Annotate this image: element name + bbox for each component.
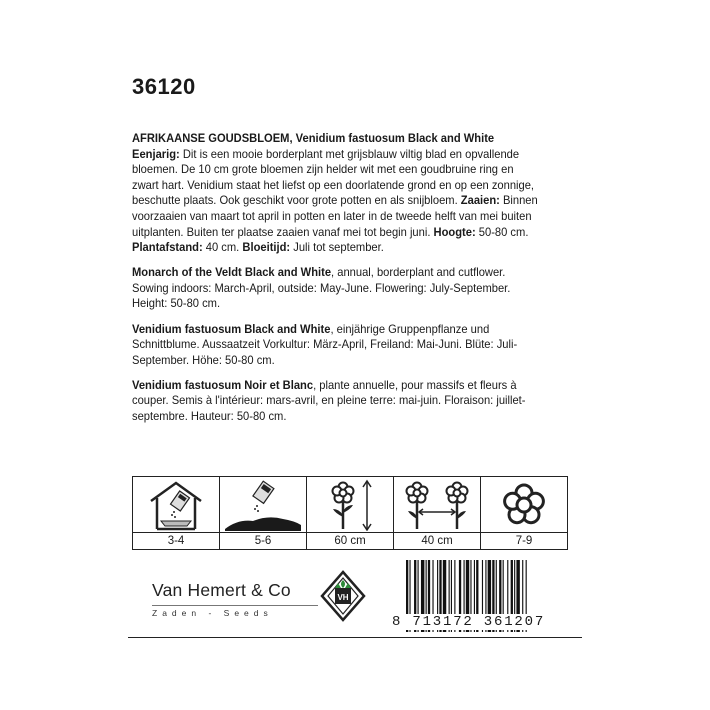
flowering-months: 7-9 <box>515 535 533 547</box>
spacing-value: 40 cm <box>421 535 453 547</box>
bloom-label: Bloeitijd: <box>242 240 291 255</box>
description-block <box>132 131 541 434</box>
german-title: Venidium fastuosum Black and White <box>132 321 331 336</box>
dutch-paragraph: AFRIKAANSE GOUDSBLOEM, Venidium fastuosum Black and White Eenjarig: Dit is een mooie borderplant met grijsblauw viltig blad en opvallende bloemen. De 10 cm grote bloemen zijn helder wit met een goudbruine ring en zwart hart. Venidium staat het liefst op een doorlatende grond en op een zonnige, beschutte plaats. Ook geschikt voor grote potten en als snijbloem. Zaaien: Binnen voorzaaien van maart tot april in potten en later in de tweede helft van mei buiten uitplanten. Buiten ter plaatse zaaien vanaf mei tot begin juni. Hoogte: 50-80 cm. Plantafstand: 40 cm. Bloeitijd: Juli tot september. <box>132 131 538 255</box>
article-number: 36120 <box>132 74 196 99</box>
icon-cell-height <box>306 476 394 550</box>
kind-label: Eenjarig: <box>132 146 180 161</box>
brand-logo-icon <box>320 570 366 626</box>
sow-label: Zaaien: <box>460 193 500 208</box>
brand-block <box>152 580 318 618</box>
greenhouse-months: 3-4 <box>167 535 185 547</box>
dutch-title: AFRIKAANSE GOUDSBLOEM, Venidium fastuosum Black and White <box>132 131 495 145</box>
outdoor-months: 5-6 <box>254 535 272 547</box>
svg-text:VH: VH <box>337 593 349 602</box>
outdoor-sowing-icon <box>223 479 303 531</box>
spacing-label: Plantafstand: <box>132 240 203 255</box>
french-title: Venidium fastuosum Noir et Blanc <box>132 377 314 392</box>
brand-divider <box>152 605 318 606</box>
bottom-rule <box>128 637 582 638</box>
greenhouse-sowing-icon <box>141 479 211 531</box>
plant-height-icon <box>315 479 385 531</box>
icon-cell-outdoor <box>219 476 307 550</box>
icon-cell-greenhouse <box>132 476 220 550</box>
brand-tagline: Zaden - Seeds <box>152 608 273 618</box>
height-label: Hoogte: <box>433 224 476 239</box>
icon-cell-spacing <box>393 476 481 550</box>
height-value: 60 cm <box>334 535 366 547</box>
german-paragraph: Venidium fastuosum Black and White, einjährige Gruppenpflanze und Schnittblume. Aussaatzeit Vorkultur: März-April, Freiland: Mai-Juni. Blüte: Juli-September. Höhe: 50-80 cm. <box>132 321 518 367</box>
icon-cell-flowering <box>480 476 568 550</box>
plant-spacing-icon <box>399 479 475 531</box>
flowering-month-icon <box>494 479 554 531</box>
english-paragraph: Monarch of the Veldt Black and White, annual, borderplant and cutflower. Sowing indoors: March-April, outside: May-June. Flowering: July-September. Height: 50-80 cm. <box>132 265 511 311</box>
brand-name: Van Hemert & Co <box>152 580 291 600</box>
barcode-number: 8 713172 361207 <box>392 614 588 630</box>
sowing-icons-row <box>132 476 568 550</box>
english-title: Monarch of the Veldt Black and White <box>132 265 332 280</box>
french-paragraph: Venidium fastuosum Noir et Blanc, plante annuelle, pour massifs et fleurs à couper. Semis à l'intérieur: mars-avril, en pleine terre: mai-juin. Floraison: juillet-septembre. Hauteur: 50-80 cm. <box>132 377 526 423</box>
